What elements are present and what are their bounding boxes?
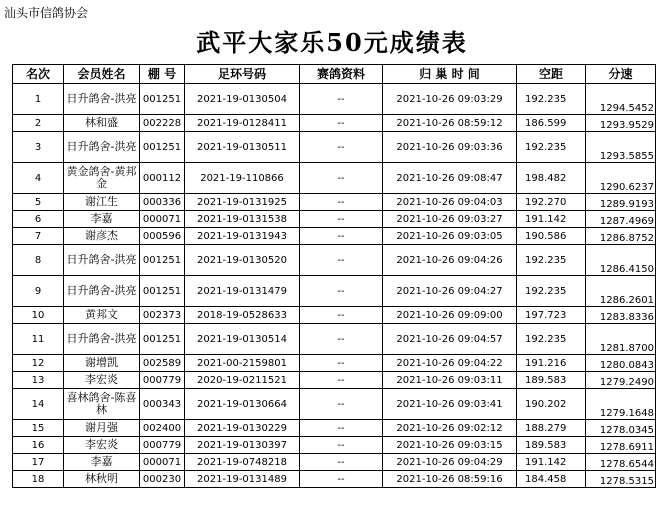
- rank-cell: 7: [13, 228, 64, 245]
- pigeon-info-cell: --: [300, 437, 383, 454]
- speed-cell: 1278.6544: [586, 454, 656, 471]
- ring-number-cell: 2018-19-0528633: [185, 307, 300, 324]
- return-time-cell: 2021-10-26 09:04:03: [383, 194, 517, 211]
- results-table: [12, 64, 656, 488]
- header-ring-number: 足环号码: [185, 65, 300, 84]
- table-row: [13, 307, 656, 324]
- ring-number-cell: 2021-00-2159801: [185, 355, 300, 372]
- table-row: [13, 324, 656, 355]
- ring-number-cell: 2021-19-0130520: [185, 245, 300, 276]
- distance-cell: 186.599: [517, 115, 586, 132]
- ring-number-cell: 2021-19-0131479: [185, 276, 300, 307]
- table-row: [13, 194, 656, 211]
- loft-number-cell: 000596: [140, 228, 185, 245]
- distance-cell: 184.458: [517, 471, 586, 488]
- pigeon-info-cell: --: [300, 194, 383, 211]
- header-pigeon-info: 赛鸽资料: [300, 65, 383, 84]
- loft-number-cell: 001251: [140, 84, 185, 115]
- pigeon-info-cell: --: [300, 228, 383, 245]
- ring-number-cell: 2021-19-0130664: [185, 389, 300, 420]
- member-name-cell: 谢月强: [64, 420, 140, 437]
- return-time-cell: 2021-10-26 09:03:36: [383, 132, 517, 163]
- member-name-cell: 日升鸽舍-洪亮: [64, 245, 140, 276]
- member-name-cell: 黄金鸽舍-黄邦金: [64, 163, 140, 194]
- loft-number-cell: 000343: [140, 389, 185, 420]
- member-name-cell: 日升鸽舍-洪亮: [64, 132, 140, 163]
- return-time-cell: 2021-10-26 09:09:00: [383, 307, 517, 324]
- pigeon-info-cell: --: [300, 84, 383, 115]
- return-time-cell: 2021-10-26 09:03:29: [383, 84, 517, 115]
- speed-cell: 1279.1648: [586, 389, 656, 420]
- table-row: [13, 163, 656, 194]
- loft-number-cell: 000230: [140, 471, 185, 488]
- ring-number-cell: 2021-19-0131538: [185, 211, 300, 228]
- rank-cell: 10: [13, 307, 64, 324]
- loft-number-cell: 002400: [140, 420, 185, 437]
- pigeon-info-cell: --: [300, 389, 383, 420]
- return-time-cell: 2021-10-26 09:03:27: [383, 211, 517, 228]
- rank-cell: 11: [13, 324, 64, 355]
- speed-cell: 1283.8336: [586, 307, 656, 324]
- loft-number-cell: 002589: [140, 355, 185, 372]
- header-row: [13, 65, 656, 84]
- member-name-cell: 谢江生: [64, 194, 140, 211]
- table-row: [13, 211, 656, 228]
- ring-number-cell: 2021-19-0748218: [185, 454, 300, 471]
- ring-number-cell: 2021-19-0130229: [185, 420, 300, 437]
- table-row: [13, 115, 656, 132]
- distance-cell: 192.235: [517, 84, 586, 115]
- member-name-cell: 黄邦文: [64, 307, 140, 324]
- table-row: [13, 228, 656, 245]
- return-time-cell: 2021-10-26 09:04:27: [383, 276, 517, 307]
- pigeon-info-cell: --: [300, 115, 383, 132]
- header-loft-number: 棚 号: [140, 65, 185, 84]
- member-name-cell: 喜林鸽舍-陈喜林: [64, 389, 140, 420]
- return-time-cell: 2021-10-26 09:03:15: [383, 437, 517, 454]
- member-name-cell: 谢彦杰: [64, 228, 140, 245]
- ring-number-cell: 2021-19-0131489: [185, 471, 300, 488]
- distance-cell: 197.723: [517, 307, 586, 324]
- pigeon-info-cell: --: [300, 245, 383, 276]
- return-time-cell: 2021-10-26 09:03:41: [383, 389, 517, 420]
- rank-cell: 4: [13, 163, 64, 194]
- rank-cell: 12: [13, 355, 64, 372]
- distance-cell: 192.235: [517, 324, 586, 355]
- distance-cell: 191.216: [517, 355, 586, 372]
- distance-cell: 192.235: [517, 132, 586, 163]
- member-name-cell: 林秋明: [64, 471, 140, 488]
- pigeon-info-cell: --: [300, 420, 383, 437]
- member-name-cell: 李宏炎: [64, 372, 140, 389]
- rank-cell: 3: [13, 132, 64, 163]
- return-time-cell: 2021-10-26 08:59:16: [383, 471, 517, 488]
- pigeon-info-cell: --: [300, 163, 383, 194]
- rank-cell: 16: [13, 437, 64, 454]
- rank-cell: 14: [13, 389, 64, 420]
- ring-number-cell: 2021-19-0128411: [185, 115, 300, 132]
- header-rank: 名次: [13, 65, 64, 84]
- member-name-cell: 林和盛: [64, 115, 140, 132]
- speed-cell: 1280.0843: [586, 355, 656, 372]
- pigeon-info-cell: --: [300, 276, 383, 307]
- return-time-cell: 2021-10-26 09:03:05: [383, 228, 517, 245]
- table-row: [13, 389, 656, 420]
- distance-cell: 190.586: [517, 228, 586, 245]
- table-row: [13, 471, 656, 488]
- table-row: [13, 437, 656, 454]
- speed-cell: 1278.5315: [586, 471, 656, 488]
- pigeon-info-cell: --: [300, 372, 383, 389]
- header-return-time: 归 巢 时 间: [383, 65, 517, 84]
- speed-cell: 1278.6911: [586, 437, 656, 454]
- speed-cell: 1279.2490: [586, 372, 656, 389]
- member-name-cell: 日升鸽舍-洪亮: [64, 324, 140, 355]
- loft-number-cell: 001251: [140, 132, 185, 163]
- distance-cell: 192.270: [517, 194, 586, 211]
- table-row: [13, 132, 656, 163]
- rank-cell: 1: [13, 84, 64, 115]
- loft-number-cell: 000071: [140, 454, 185, 471]
- loft-number-cell: 001251: [140, 324, 185, 355]
- speed-cell: 1281.8700: [586, 324, 656, 355]
- header-speed: 分速: [586, 65, 656, 84]
- table-row: [13, 84, 656, 115]
- ring-number-cell: 2021-19-0130511: [185, 132, 300, 163]
- loft-number-cell: 001251: [140, 245, 185, 276]
- return-time-cell: 2021-10-26 09:04:22: [383, 355, 517, 372]
- rank-cell: 17: [13, 454, 64, 471]
- distance-cell: 189.583: [517, 437, 586, 454]
- rank-cell: 8: [13, 245, 64, 276]
- distance-cell: 192.235: [517, 245, 586, 276]
- member-name-cell: 李嘉: [64, 211, 140, 228]
- loft-number-cell: 000112: [140, 163, 185, 194]
- loft-number-cell: 000779: [140, 437, 185, 454]
- member-name-cell: 日升鸽舍-洪亮: [64, 84, 140, 115]
- distance-cell: 198.482: [517, 163, 586, 194]
- distance-cell: 192.235: [517, 276, 586, 307]
- return-time-cell: 2021-10-26 08:59:12: [383, 115, 517, 132]
- table-row: [13, 454, 656, 471]
- header-member-name: 会员姓名: [64, 65, 140, 84]
- loft-number-cell: 001251: [140, 276, 185, 307]
- return-time-cell: 2021-10-26 09:04:26: [383, 245, 517, 276]
- ring-number-cell: 2021-19-0130504: [185, 84, 300, 115]
- ring-number-cell: 2021-19-0130514: [185, 324, 300, 355]
- pigeon-info-cell: --: [300, 355, 383, 372]
- speed-cell: 1278.0345: [586, 420, 656, 437]
- speed-cell: 1293.5855: [586, 132, 656, 163]
- return-time-cell: 2021-10-26 09:02:12: [383, 420, 517, 437]
- pigeon-info-cell: --: [300, 307, 383, 324]
- rank-cell: 5: [13, 194, 64, 211]
- pigeon-info-cell: --: [300, 324, 383, 355]
- page-title: 武平大家乐50元成绩表: [196, 28, 468, 57]
- distance-cell: 188.279: [517, 420, 586, 437]
- member-name-cell: 日升鸽舍-洪亮: [64, 276, 140, 307]
- header-distance: 空距: [517, 65, 586, 84]
- return-time-cell: 2021-10-26 09:04:29: [383, 454, 517, 471]
- table-row: [13, 355, 656, 372]
- speed-cell: 1290.6237: [586, 163, 656, 194]
- speed-cell: 1294.5452: [586, 84, 656, 115]
- loft-number-cell: 000336: [140, 194, 185, 211]
- return-time-cell: 2021-10-26 09:03:11: [383, 372, 517, 389]
- speed-cell: 1293.9529: [586, 115, 656, 132]
- ring-number-cell: 2021-19-0130397: [185, 437, 300, 454]
- loft-number-cell: 000779: [140, 372, 185, 389]
- loft-number-cell: 002373: [140, 307, 185, 324]
- pigeon-info-cell: --: [300, 211, 383, 228]
- rank-cell: 15: [13, 420, 64, 437]
- speed-cell: 1287.4969: [586, 211, 656, 228]
- pigeon-info-cell: --: [300, 454, 383, 471]
- loft-number-cell: 000071: [140, 211, 185, 228]
- ring-number-cell: 2021-19-0131943: [185, 228, 300, 245]
- distance-cell: 190.202: [517, 389, 586, 420]
- return-time-cell: 2021-10-26 09:08:47: [383, 163, 517, 194]
- speed-cell: 1286.4150: [586, 245, 656, 276]
- return-time-cell: 2021-10-26 09:04:57: [383, 324, 517, 355]
- speed-cell: 1286.2601: [586, 276, 656, 307]
- rank-cell: 13: [13, 372, 64, 389]
- table-row: [13, 372, 656, 389]
- distance-cell: 189.583: [517, 372, 586, 389]
- table-row: [13, 245, 656, 276]
- ring-number-cell: 2021-19-0131925: [185, 194, 300, 211]
- ring-number-cell: 2020-19-0211521: [185, 372, 300, 389]
- rank-cell: 18: [13, 471, 64, 488]
- member-name-cell: 李嘉: [64, 454, 140, 471]
- ring-number-cell: 2021-19-110866: [185, 163, 300, 194]
- pigeon-info-cell: --: [300, 471, 383, 488]
- distance-cell: 191.142: [517, 454, 586, 471]
- speed-cell: 1289.9193: [586, 194, 656, 211]
- rank-cell: 6: [13, 211, 64, 228]
- rank-cell: 9: [13, 276, 64, 307]
- pigeon-info-cell: --: [300, 132, 383, 163]
- distance-cell: 191.142: [517, 211, 586, 228]
- loft-number-cell: 002228: [140, 115, 185, 132]
- organization-name: 汕头市信鸽协会: [4, 6, 89, 20]
- table-row: [13, 420, 656, 437]
- member-name-cell: 李宏炎: [64, 437, 140, 454]
- table-row: [13, 276, 656, 307]
- speed-cell: 1286.8752: [586, 228, 656, 245]
- member-name-cell: 谢增凯: [64, 355, 140, 372]
- rank-cell: 2: [13, 115, 64, 132]
